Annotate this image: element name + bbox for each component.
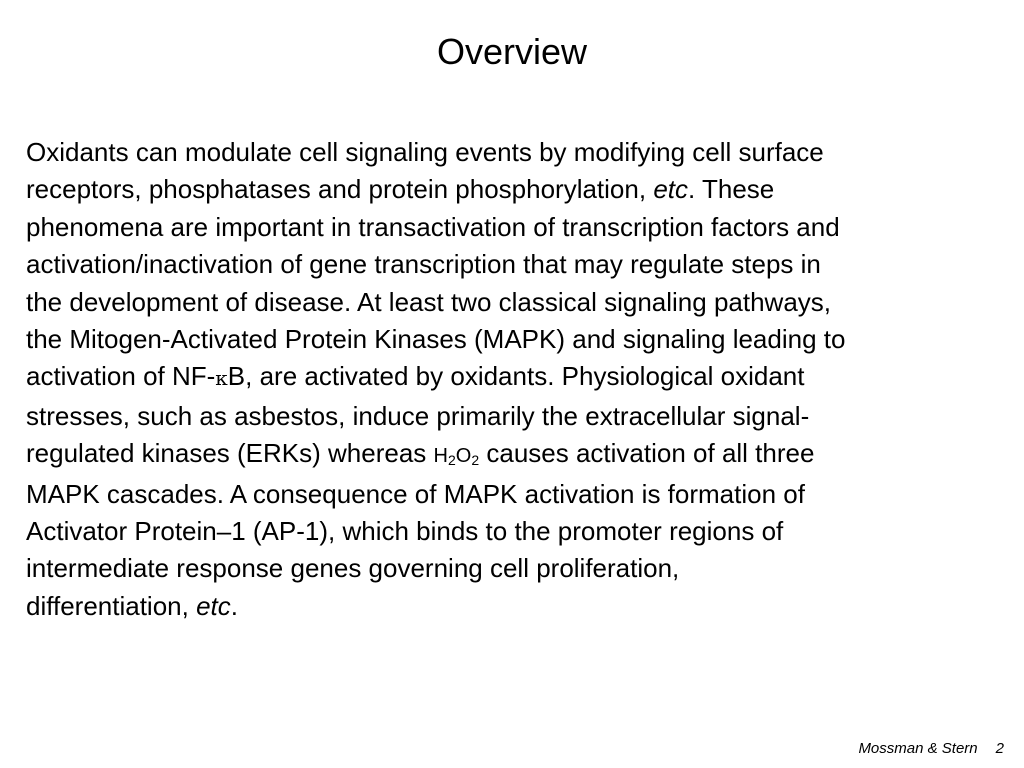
body-text: differentiation, [26, 590, 197, 621]
body-text: regulated kinases (ERKs) whereas [26, 438, 434, 469]
body-line [26, 476, 1018, 513]
body-line [26, 513, 1018, 550]
body-text: stresses, such as asbestos, induce primarily the extracellular signal- [26, 400, 810, 431]
body-text: activation/inactivation of gene transcription that may regulate steps in [26, 249, 821, 280]
body-text: intermediate response genes governing cell proliferation, [26, 553, 680, 584]
formula-o: O [455, 445, 472, 468]
body-text: receptors, phosphatases and protein phosphorylation, [26, 174, 654, 205]
h2o2-formula [434, 445, 480, 467]
etc-italic: etc [196, 590, 231, 621]
formula-subscript: 2 [471, 452, 480, 469]
kappa-symbol: κ [215, 366, 228, 391]
footer-authors: Mossman & Stern [858, 740, 978, 757]
body-line [26, 134, 1018, 171]
body-line [26, 550, 1018, 587]
body-line [26, 435, 1018, 475]
body-paragraph [26, 134, 1018, 625]
body-text: the Mitogen-Activated Protein Kinases (MAPK) and signaling leading to [26, 324, 846, 355]
body-line [26, 321, 1018, 358]
body-text: MAPK cascades. A consequence of MAPK activation is formation of [26, 478, 805, 509]
formula-h: H [433, 445, 448, 468]
body-line [26, 398, 1018, 435]
formula-subscript: 2 [447, 452, 456, 469]
body-line [26, 209, 1018, 246]
body-text: . These [688, 174, 775, 205]
body-line [26, 284, 1018, 321]
etc-italic: etc [653, 174, 688, 205]
body-text: causes activation of all three [479, 438, 815, 469]
body-text: phenomena are important in transactivation of transcription factors and [26, 211, 840, 242]
body-line [26, 171, 1018, 208]
body-text: . [230, 590, 239, 621]
body-text: activation of NF- [26, 361, 216, 392]
slide-footer [858, 740, 1004, 757]
slide-title: Overview [436, 31, 588, 72]
page-number: 2 [995, 740, 1004, 757]
body-line [26, 358, 1018, 397]
body-line [26, 246, 1018, 283]
body-text: Activator Protein–1 (AP-1), which binds to the promoter regions of [26, 516, 784, 547]
body-text: the development of disease. At least two classical signaling pathways, [26, 286, 832, 317]
body-line [26, 588, 1018, 625]
body-text: B, are activated by oxidants. Physiological oxidant [227, 361, 805, 392]
body-text: Oxidants can modulate cell signaling events by modifying cell surface [26, 137, 824, 167]
